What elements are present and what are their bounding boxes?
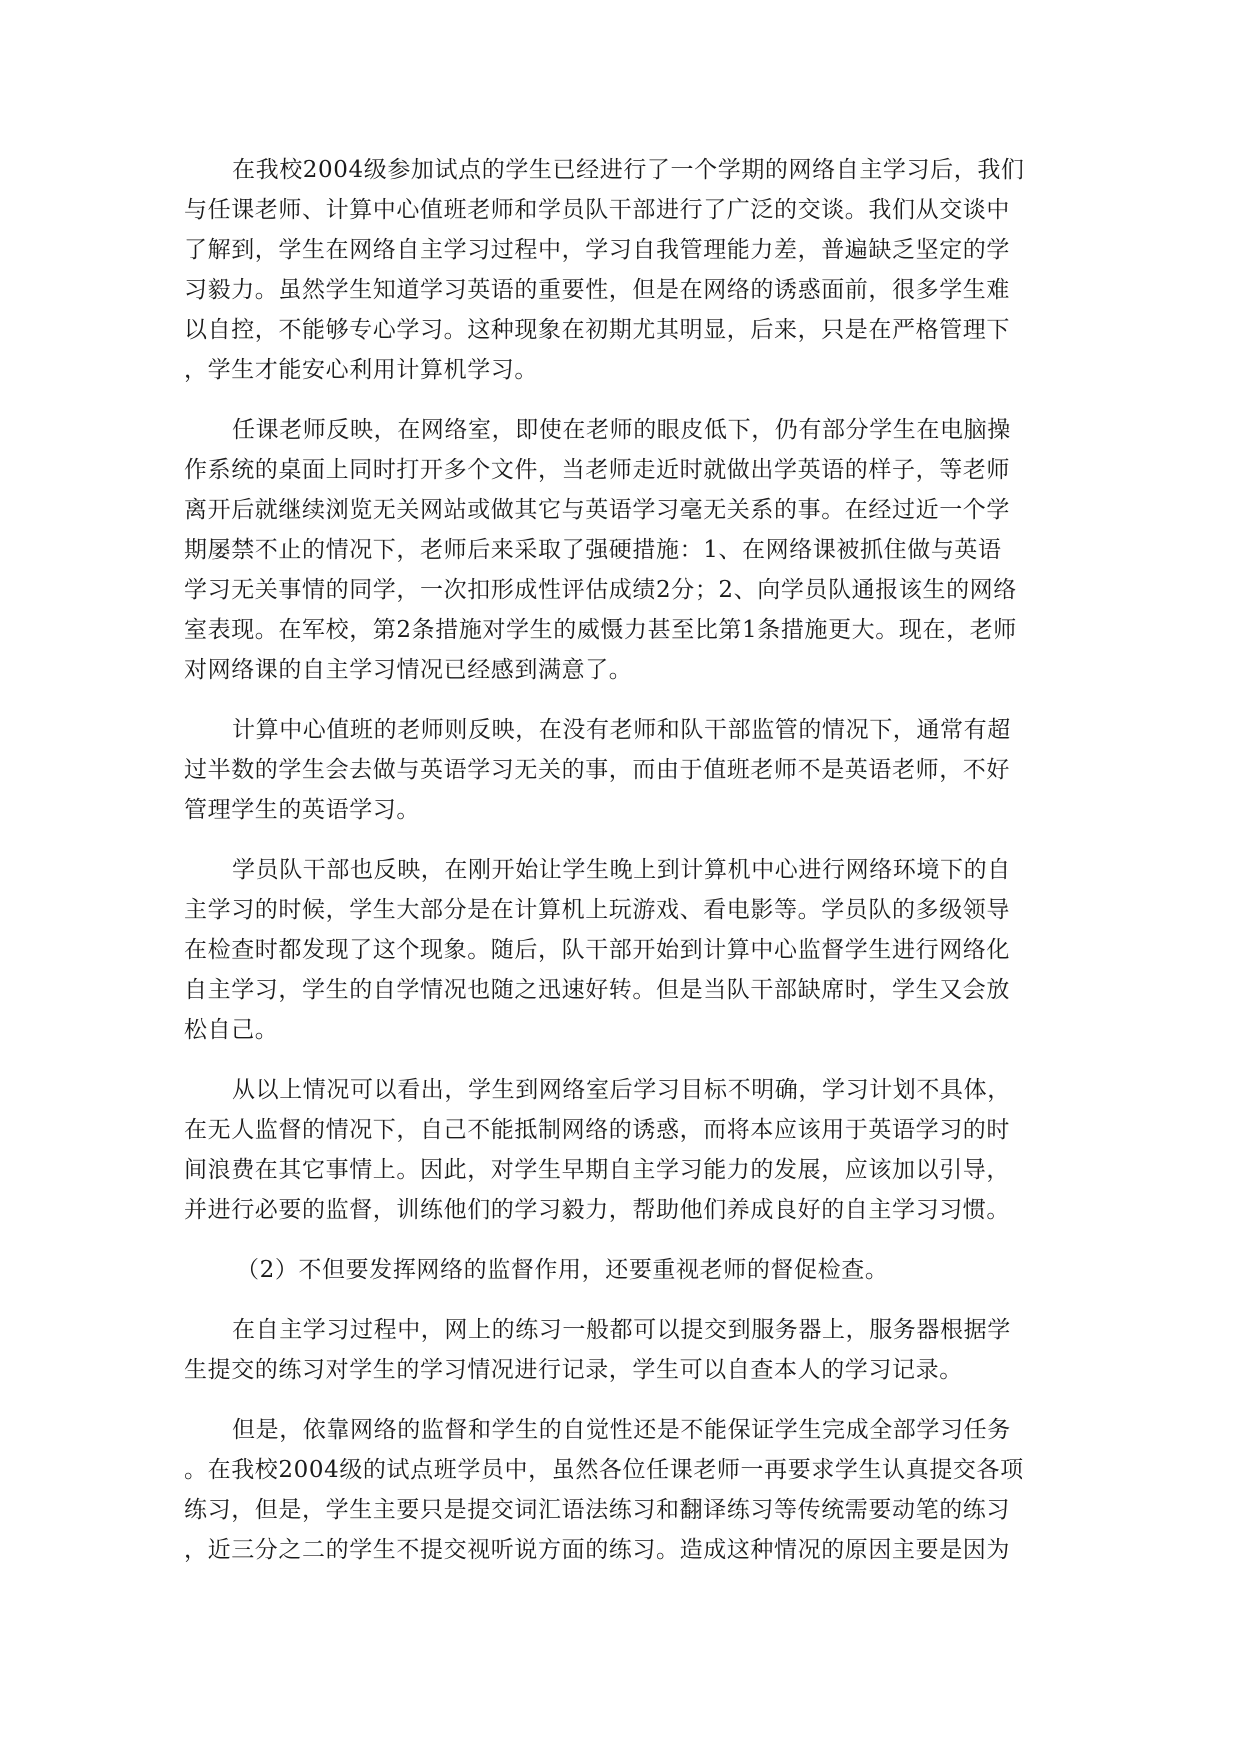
text-line: 。在我校2004级的试点班学员中，虽然各位任课老师一再要求学生认真提交各项 (184, 1457, 1024, 1483)
text-line: 计算中心值班的老师则反映，在没有老师和队干部监管的情况下，通常有超 (232, 717, 1011, 743)
section-heading (184, 1250, 1064, 1290)
text-line: 室表现。在军校，第2条措施对学生的威慑力甚至比第1条措施更大。现在，老师 (184, 617, 1017, 643)
text-line: 自主学习，学生的自学情况也随之迅速好转。但是当队干部缺席时，学生又会放 (184, 977, 1010, 1003)
text-line: 生提交的练习对学生的学习情况进行记录，学生可以自查本人的学习记录。 (184, 1357, 963, 1383)
text-line: 并进行必要的监督，训练他们的学习毅力，帮助他们养成良好的自主学习习惯。 (184, 1197, 1010, 1223)
text-line: 在检查时都发现了这个现象。随后，队干部开始到计算中心监督学生进行网络化 (184, 937, 1010, 963)
paragraph-7 (184, 1410, 1064, 1570)
paragraph-4 (184, 850, 1064, 1050)
heading-line: （2）不但要发挥网络的监督作用，还要重视老师的督促检查。 (236, 1257, 889, 1283)
paragraph-6 (184, 1310, 1064, 1390)
text-line: 任课老师反映，在网络室，即使在老师的眼皮低下，仍有部分学生在电脑操 (232, 417, 1011, 443)
text-line: 对网络课的自主学习情况已经感到满意了。 (184, 657, 633, 683)
text-line: 与任课老师、计算中心值班老师和学员队干部进行了广泛的交谈。我们从交谈中 (184, 197, 1010, 223)
text-line: ，近三分之二的学生不提交视听说方面的练习。造成这种情况的原因主要是因为 (184, 1537, 1010, 1563)
text-line: 在无人监督的情况下，自己不能抵制网络的诱惑，而将本应该用于英语学习的时 (184, 1117, 1010, 1143)
text-line: ，学生才能安心利用计算机学习。 (184, 357, 538, 383)
text-line: 在我校2004级参加试点的学生已经进行了一个学期的网络自主学习后，我们 (232, 157, 1025, 183)
paragraph-2 (184, 410, 1064, 690)
text-line: 离开后就继续浏览无关网站或做其它与英语学习毫无关系的事。在经过近一个学 (184, 497, 1010, 523)
text-line: 从以上情况可以看出，学生到网络室后学习目标不明确，学习计划不具体， (232, 1077, 1011, 1103)
text-line: 练习，但是，学生主要只是提交词汇语法练习和翻译练习等传统需要动笔的练习 (184, 1497, 1010, 1523)
text-line: 期屡禁不止的情况下，老师后来采取了强硬措施：1、在网络课被抓住做与英语 (184, 537, 1002, 563)
text-line: 松自己。 (184, 1017, 279, 1043)
text-line: 在自主学习过程中，网上的练习一般都可以提交到服务器上，服务器根据学 (232, 1317, 1011, 1343)
text-line: 习毅力。虽然学生知道学习英语的重要性，但是在网络的诱惑面前，很多学生难 (184, 277, 1010, 303)
text-line: 学习无关事情的同学，一次扣形成性评估成绩2分；2、向学员队通报该生的网络 (184, 577, 1017, 603)
body-text (184, 150, 1064, 1590)
paragraph-1 (184, 150, 1064, 390)
text-line: 学员队干部也反映，在刚开始让学生晚上到计算机中心进行网络环境下的自 (232, 857, 1011, 883)
paragraph-5 (184, 1070, 1064, 1230)
text-line: 作系统的桌面上同时打开多个文件，当老师走近时就做出学英语的样子，等老师 (184, 457, 1010, 483)
paragraph-3 (184, 710, 1064, 830)
text-line: 以自控，不能够专心学习。这种现象在初期尤其明显，后来，只是在严格管理下 (184, 317, 1010, 343)
text-line: 但是，依靠网络的监督和学生的自觉性还是不能保证学生完成全部学习任务 (232, 1417, 1011, 1443)
text-line: 了解到，学生在网络自主学习过程中，学习自我管理能力差，普遍缺乏坚定的学 (184, 237, 1010, 263)
text-line: 管理学生的英语学习。 (184, 797, 420, 823)
text-line: 间浪费在其它事情上。因此，对学生早期自主学习能力的发展，应该加以引导， (184, 1157, 1010, 1183)
text-line: 过半数的学生会去做与英语学习无关的事，而由于值班老师不是英语老师，不好 (184, 757, 1010, 783)
text-line: 主学习的时候，学生大部分是在计算机上玩游戏、看电影等。学员队的多级领导 (184, 897, 1010, 923)
